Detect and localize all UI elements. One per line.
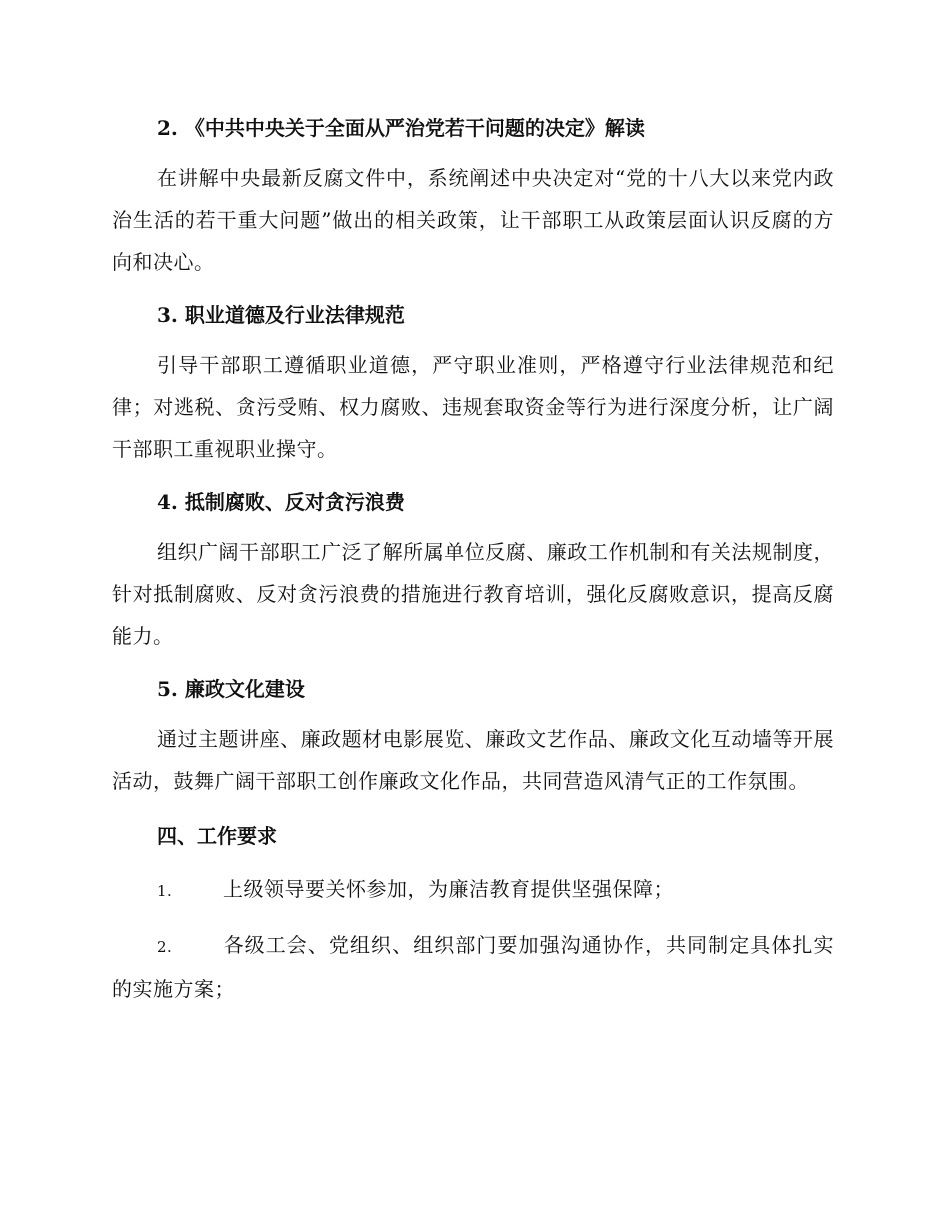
section-body-4: 组织广阔干部职工广泛了解所属单位反腐、廉政工作机制和有关法规制度，针对抵制腐败、反对贪污浪费的措施进行教育培训，强化反腐败意识，提高反腐能力。 bbox=[112, 540, 834, 648]
requirement-item-2 bbox=[112, 924, 834, 1010]
section-heading-2: 2. 《中共中央关于全面从严治党若干问题的决定》解读 bbox=[157, 116, 645, 140]
section-body-2: 在讲解中央最新反腐文件中，系统阐述中央决定对“党的十八大以来党内政治生活的若干重大问题”做出的相关政策，让干部职工从政策层面认识反腐的方向和决心。 bbox=[112, 166, 834, 274]
section-heading-5: 5. 廉政文化建设 bbox=[157, 677, 305, 701]
requirements-heading: 四、工作要求 bbox=[157, 824, 277, 848]
section-body-3: 引导干部职工遵循职业道德，严守职业准则，严格遵守行业法律规范和纪律；对逃税、贪污受贿、权力腐败、违规套取资金等行为进行深度分析，让广阔干部职工重视职业操守。 bbox=[112, 353, 834, 461]
requirement-number-1: 1. bbox=[157, 882, 173, 900]
requirement-number-2: 2. bbox=[157, 938, 173, 956]
requirement-item-1 bbox=[112, 868, 834, 912]
section-heading-4: 4. 抵制腐败、反对贪污浪费 bbox=[157, 490, 405, 514]
requirement-text-1: 上级领导要关怀参加，为廉洁教育提供坚强保障； bbox=[223, 877, 674, 901]
document-page bbox=[112, 108, 834, 1010]
section-heading-3: 3. 职业道德及行业法律规范 bbox=[157, 303, 405, 327]
section-body-5: 通过主题讲座、廉政题材电影展览、廉政文艺作品、廉政文化互动墙等开展活动，鼓舞广阔干部职工创作廉政文化作品，共同营造风清气正的工作氛围。 bbox=[112, 727, 834, 793]
requirement-text-2: 各级工会、党组织、组织部门要加强沟通协作，共同制定具体扎实的实施方案； bbox=[112, 933, 834, 1001]
